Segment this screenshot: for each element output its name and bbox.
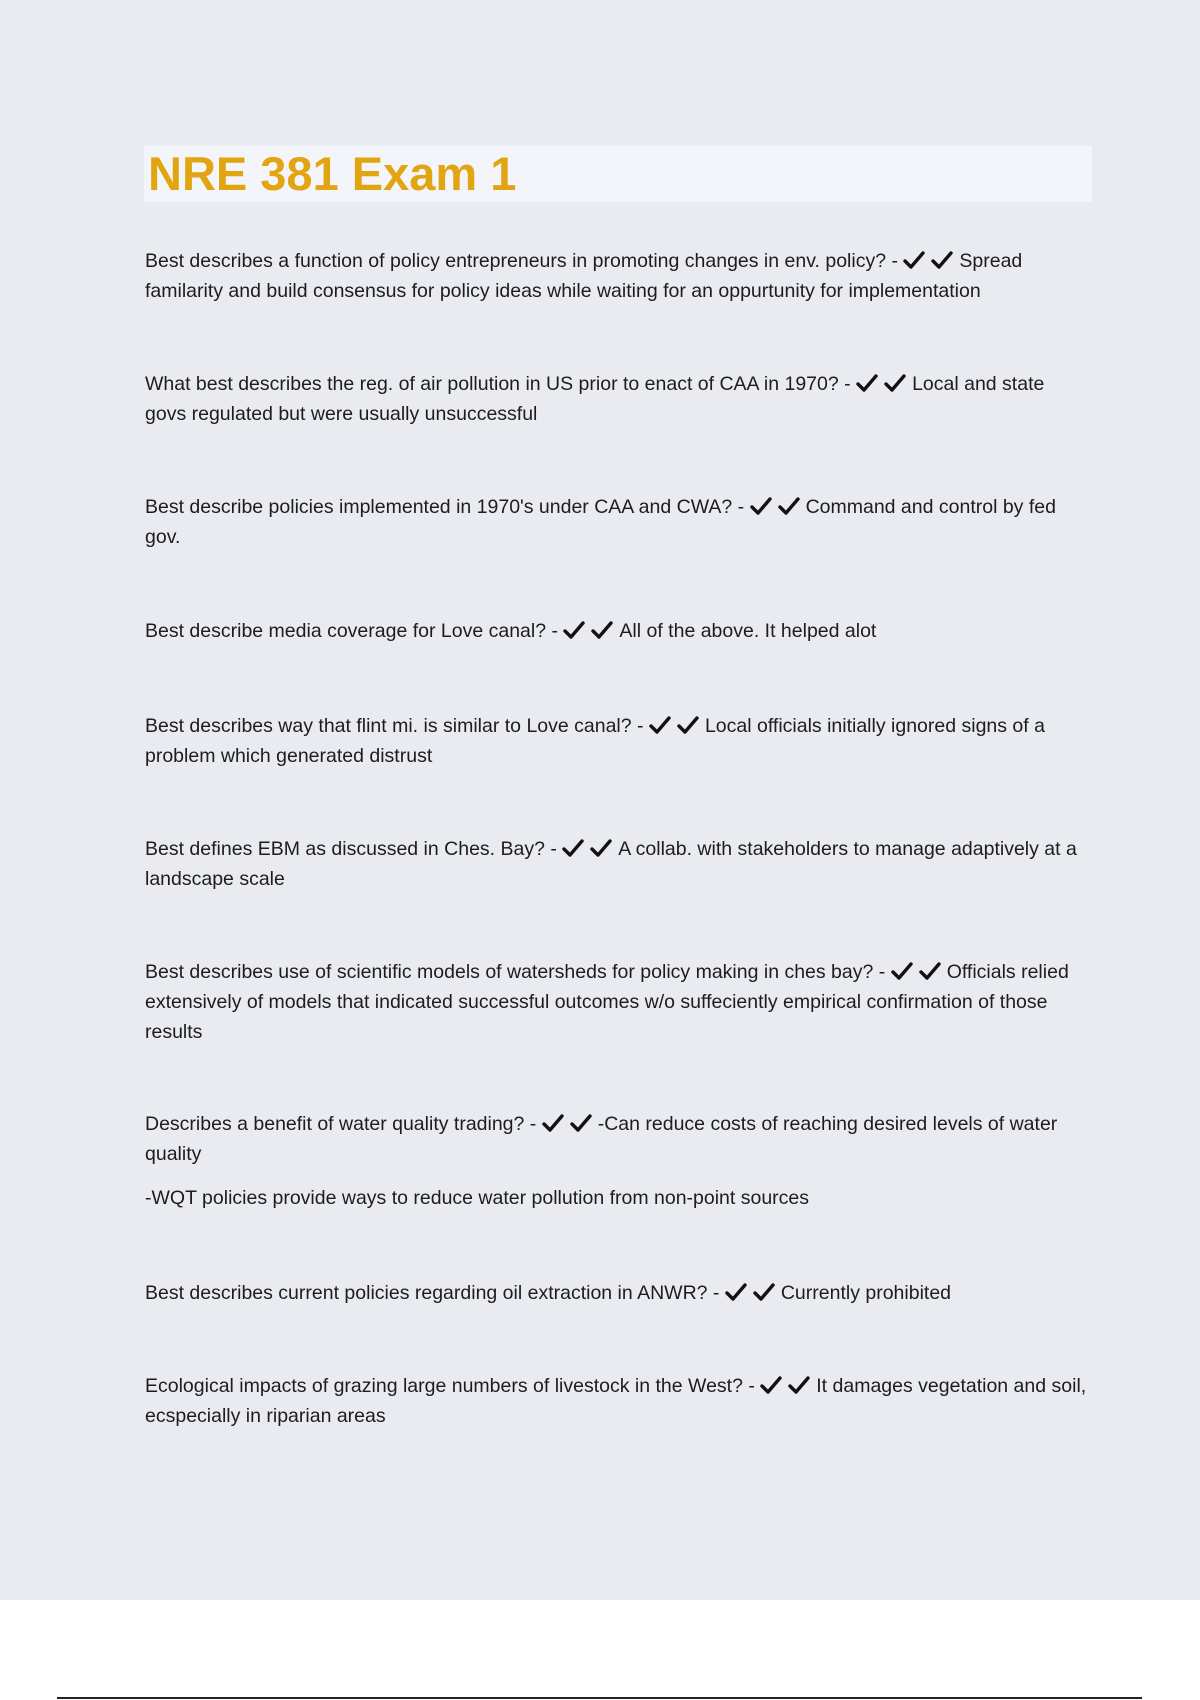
checkmark-icon <box>919 962 941 980</box>
checkmark-icon <box>570 1114 592 1132</box>
answer-text: It damages vegetation and soil, ecspecially in riparian areas <box>145 1375 1087 1427</box>
answer-text: Local officials initially ignored signs of a problem which generated distrust <box>145 715 1045 767</box>
checkmark-icon <box>760 1376 782 1394</box>
answer-text: A collab. with stakeholders to manage adaptively at a landscape scale <box>145 838 1077 890</box>
checkmark-icon <box>649 716 671 734</box>
checkmark-icon <box>788 1376 810 1394</box>
checkmark-icon <box>591 621 613 639</box>
qa-item <box>145 616 1090 646</box>
checkmark-icon <box>542 1114 564 1132</box>
qa-text <box>145 616 1090 646</box>
qa-item <box>145 957 1090 1047</box>
answer-text: -Can reduce costs of reaching desired levels of water quality <box>145 1113 1058 1165</box>
qa-text <box>145 834 1090 894</box>
answer-text: Spread familarity and build consensus for policy ideas while waiting for an oppurtunity for implementation <box>145 250 1023 302</box>
answer-extra-text: -WQT policies provide ways to reduce water pollution from non-point sources <box>145 1187 810 1209</box>
question-text: Best describe policies implemented in 1970's under CAA and CWA? - <box>145 496 745 518</box>
answer-text: Local and state govs regulated but were usually unsuccessful <box>145 373 1045 425</box>
question-text: Best describes a function of policy entrepreneurs in promoting changes in env. policy? - <box>145 250 898 272</box>
checkmark-icon <box>590 839 612 857</box>
question-text: Best describes current policies regarding oil extraction in ANWR? - <box>145 1282 720 1304</box>
answer-text: Command and control by fed gov. <box>145 496 1056 548</box>
checkmark-icon <box>856 374 878 392</box>
qa-text <box>145 957 1090 1047</box>
qa-item <box>145 1371 1090 1431</box>
question-text: Best defines EBM as discussed in Ches. Bay? - <box>145 838 557 860</box>
qa-text <box>145 1371 1090 1431</box>
answer-text: Officials relied extensively of models that indicated successful outcomes w/o suffeciently empirical confirmation of those results <box>145 961 1069 1043</box>
checkmark-icon <box>753 1283 775 1301</box>
checkmark-icon <box>891 962 913 980</box>
checkmark-icon <box>563 621 585 639</box>
qa-text <box>145 1278 1090 1308</box>
question-text: Best describes way that flint mi. is similar to Love canal? - <box>145 715 644 737</box>
question-text: What best describes the reg. of air pollution in US prior to enact of CAA in 1970? - <box>145 373 851 395</box>
document-title: NRE 381 Exam 1 <box>148 147 517 200</box>
question-text: Describes a benefit of water quality trading? - <box>145 1113 537 1135</box>
checkmark-icon <box>562 839 584 857</box>
title-band <box>144 146 1092 202</box>
checkmark-icon <box>778 497 800 515</box>
question-text: Ecological impacts of grazing large numbers of livestock in the West? - <box>145 1375 755 1397</box>
checkmark-icon <box>750 497 772 515</box>
qa-item <box>145 492 1090 552</box>
qa-item <box>145 834 1090 894</box>
answer-text: Currently prohibited <box>780 1282 952 1304</box>
checkmark-icon <box>903 251 925 269</box>
qa-text <box>145 711 1090 771</box>
qa-item <box>145 246 1090 306</box>
checkmark-icon <box>677 716 699 734</box>
question-text: Best describes use of scientific models of watersheds for policy making in ches bay? - <box>145 961 886 983</box>
checkmark-icon <box>725 1283 747 1301</box>
qa-item <box>145 711 1090 771</box>
qa-text <box>145 369 1090 429</box>
answer-text: All of the above. It helped alot <box>619 620 877 642</box>
footer-rule <box>57 1697 1142 1699</box>
qa-item <box>145 1109 1090 1213</box>
qa-text <box>145 246 1090 306</box>
checkmark-icon <box>884 374 906 392</box>
question-text: Best describe media coverage for Love canal? - <box>145 620 558 642</box>
qa-text <box>145 492 1090 552</box>
qa-item <box>145 1278 1090 1308</box>
qa-item <box>145 369 1090 429</box>
checkmark-icon <box>931 251 953 269</box>
qa-text <box>145 1109 1090 1169</box>
